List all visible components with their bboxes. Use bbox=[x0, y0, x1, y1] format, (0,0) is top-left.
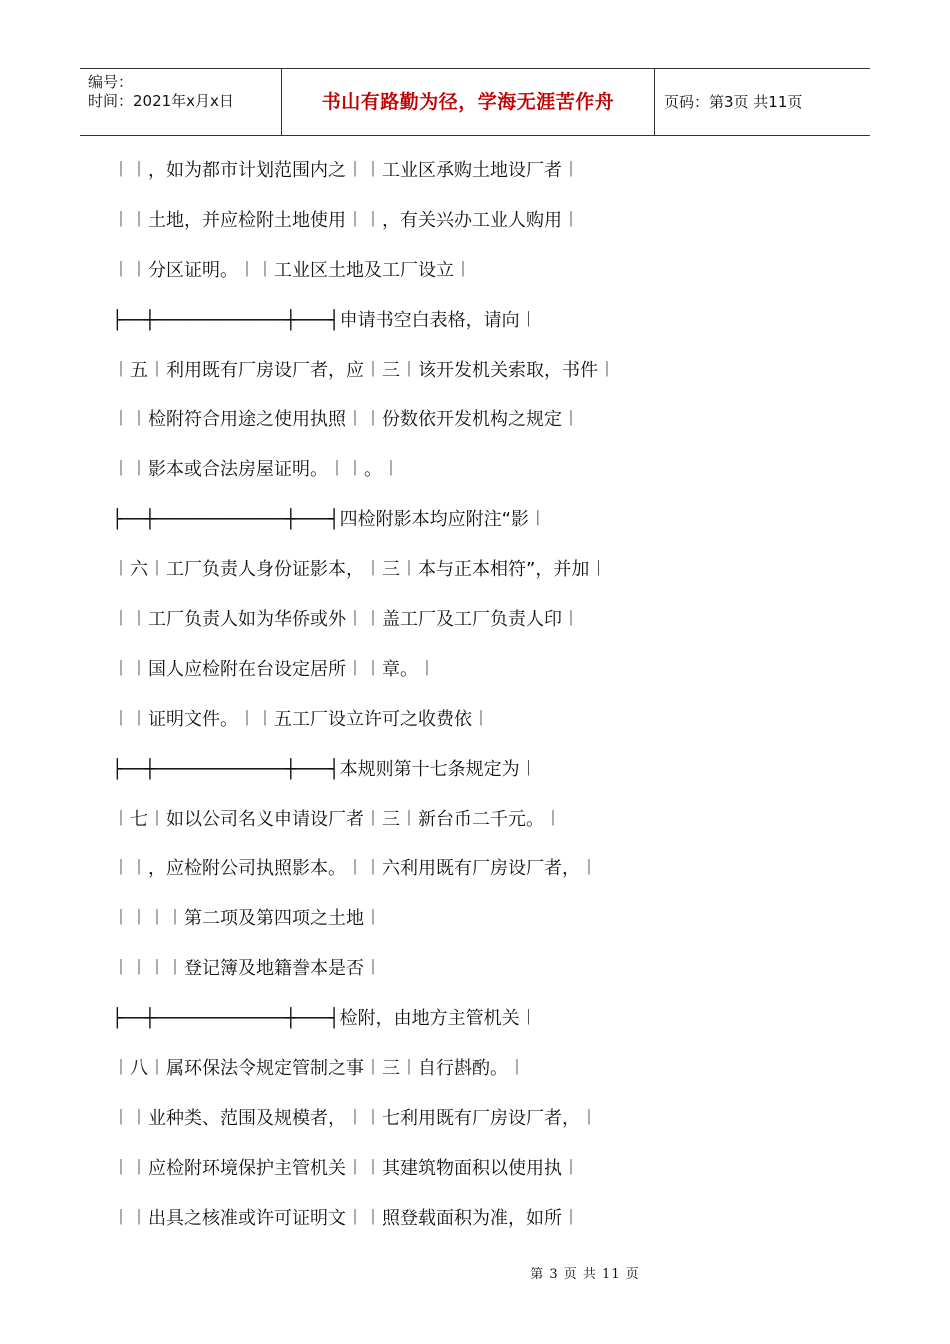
text-line: ︱︱分区证明。︱︱工业区土地及工厂设立︱ bbox=[112, 259, 472, 281]
text-line: ︱︱，应检附公司执照影本。︱︱六利用既有厂房设厂者，︱ bbox=[112, 858, 598, 880]
text-line: ├──┼────────────┼───┤四检附影本均应附注“影︱ bbox=[112, 509, 547, 531]
text-line: ︱︱工厂负责人如为华侨或外︱︱盖工厂及工厂负责人印︱ bbox=[112, 609, 580, 631]
text-line: ︱︱业种类、范围及规模者，︱︱七利用既有厂房设厂者，︱ bbox=[112, 1107, 598, 1129]
text-line: ︱︱出具之核准或许可证明文︱︱照登载面积为准，如所︱ bbox=[112, 1207, 580, 1229]
header-meta bbox=[88, 73, 234, 111]
text-line: ︱五︱利用既有厂房设厂者，应︱三︱该开发机关索取，书件︱ bbox=[112, 359, 616, 381]
header-motto: 书山有路勤为径，学海无涯苦作舟 bbox=[321, 91, 615, 113]
text-line: ︱八︱属环保法令规定管制之事︱三︱自行斟酌。︱ bbox=[112, 1058, 526, 1080]
header-page-info: 页码：第3页 共11页 bbox=[664, 93, 803, 111]
text-line: ︱︱︱︱登记簿及地籍誊本是否︱ bbox=[112, 958, 382, 980]
text-line: ︱︱土地，并应检附土地使用︱︱，有关兴办工业人购用︱ bbox=[112, 209, 580, 231]
text-line: ︱︱，如为都市计划范围内之︱︱工业区承购土地设厂者︱ bbox=[112, 160, 580, 181]
text-line: ︱︱影本或合法房屋证明。︱︱。︱ bbox=[112, 459, 400, 481]
text-line: ︱七︱如以公司名义申请设厂者︱三︱新台币二千元。︱ bbox=[112, 808, 562, 830]
text-line: ︱︱︱︱第二项及第四项之土地︱ bbox=[112, 908, 382, 930]
document-body bbox=[112, 152, 892, 1250]
text-line: ├──┼────────────┼───┤检附，由地方主管机关︱ bbox=[112, 1008, 538, 1030]
text-line: ︱︱国人应检附在台设定居所︱︱章。︱ bbox=[112, 658, 436, 680]
page-footer bbox=[0, 1263, 950, 1282]
footer-page-number: 第 3 页 共 11 页 bbox=[530, 1267, 640, 1282]
document-number-label: 编号： bbox=[88, 73, 134, 91]
page-header bbox=[80, 68, 870, 136]
header-divider-right bbox=[654, 69, 655, 135]
text-line: ︱︱证明文件。︱︱五工厂设立许可之收费依︱ bbox=[112, 708, 490, 730]
document-time-label: 时间：2021年x月x日 bbox=[88, 92, 234, 110]
text-line: ├──┼────────────┼───┤本规则第十七条规定为︱ bbox=[112, 758, 538, 780]
text-line: ︱六︱工厂负责人身份证影本，︱三︱本与正本相符”，并加︱ bbox=[112, 559, 608, 581]
text-line: ├──┼────────────┼───┤申请书空白表格，请向︱ bbox=[112, 309, 538, 331]
text-line: ︱︱应检附环境保护主管机关︱︱其建筑物面积以使用执︱ bbox=[112, 1157, 580, 1179]
text-line: ︱︱检附符合用途之使用执照︱︱份数依开发机构之规定︱ bbox=[112, 409, 580, 431]
